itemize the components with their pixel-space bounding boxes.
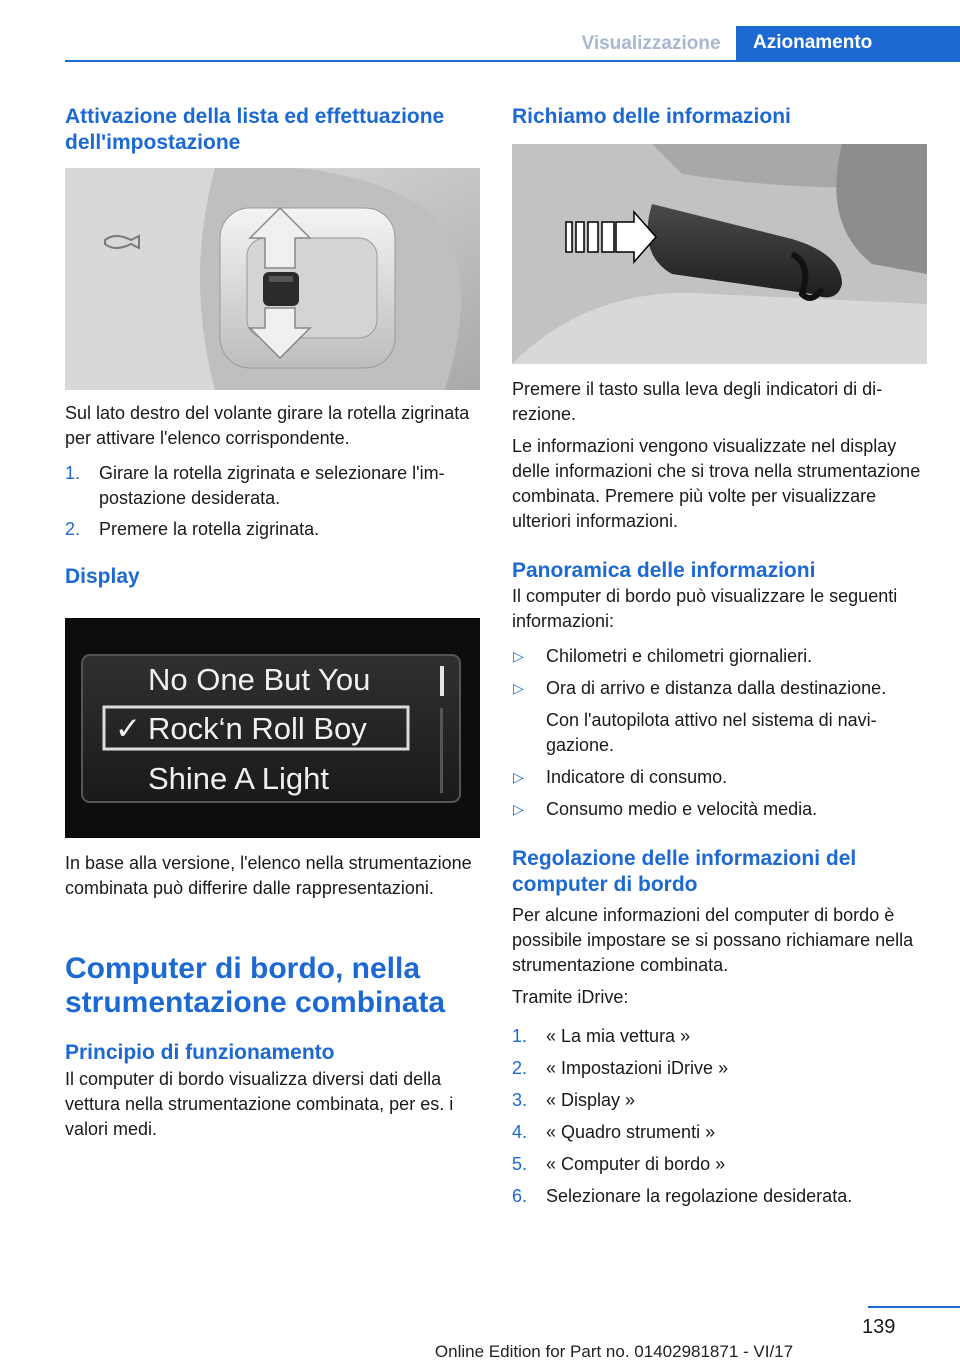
header-rule [65,60,960,62]
list-item [512,1088,930,1113]
triangle-bullet-icon: ▷ [513,769,524,785]
bullet-subtext: Con l'autopilota attivo nel sistema di navigazione. [546,710,877,755]
page-number: 139 [862,1316,896,1338]
step-text: Selezionare la regolazione desiderata. [546,1186,853,1206]
step-text: « Impostazioni iDrive » [546,1058,729,1078]
list-item [65,461,483,511]
heading-computer: Computer di bordo, nella strumentazione combinata [65,952,446,1019]
list-item [512,676,930,701]
display-item: No One But You [148,662,371,697]
para-regolazione: Per alcune informazioni del computer di bordo è possibile impostare se si possano richiamare nella strumentazione combinata. [512,905,914,975]
footer-rule [868,1306,960,1308]
step-text: Girare la rotella zigrinata e selezionare l'impostazione desiderata. [99,463,445,508]
display-item: Shine A Light [148,761,329,796]
heading-attivazione: Attivazione della lista ed effettuazione dell'impostazione [65,105,445,154]
step-number: 6. [512,1186,528,1206]
idrive-step-list [512,1024,930,1209]
tab-visualizzazione[interactable]: Visualizzazione [581,33,721,54]
para-versione: In base alla versione, l'elenco nella strumentazione combinata può differire dalle rappresentazioni. [65,853,472,898]
heading-display: Display [65,565,140,588]
list-item [512,765,930,790]
para-info: Le informazioni vengono visualizzate nel display delle informazioni che si trova nella strumentazione combinata. Premere più volte per visualizzare ulteriori informazioni. [512,436,921,531]
steering-wheel-image [65,168,480,390]
left-column [65,104,483,156]
step-number: 3. [512,1090,528,1110]
list-item [65,517,483,542]
triangle-bullet-icon: ▷ [513,648,524,664]
bullet-text: Chilometri e chilometri giornalieri. [546,646,813,666]
step-text: « La mia vettura » [546,1026,691,1046]
check-icon: ✓ [115,711,141,746]
step-number: 4. [512,1122,528,1142]
para-tramite: Tramite iDrive: [512,987,629,1007]
step-text: Premere la rotella zigrinata. [99,519,320,539]
display-item-selected: Rock‘n Roll Boy [148,711,367,746]
list-item [512,797,930,822]
heading-panoramica: Panoramica delle informazioni [512,559,816,582]
para-volante: Sul lato destro del volante girare la rotella zigrinata per attivare l'elenco corrispondente. [65,403,470,448]
heading-principio: Principio di funzionamento [65,1041,335,1064]
step-text: « Quadro strumenti » [546,1122,716,1142]
display-image [65,618,480,838]
step-text: « Display » [546,1090,636,1110]
triangle-bullet-icon: ▷ [513,680,524,696]
bullet-text: Indicatore di consumo. [546,767,728,787]
list-item [512,1184,930,1209]
step-number: 2. [512,1058,528,1078]
triangle-bullet-icon: ▷ [513,801,524,817]
tab-azionamento[interactable]: Azionamento [736,26,960,62]
para-principio: Il computer di bordo visualizza diversi dati della vettura nella strumentazione combinata, per es. i valori medi. [65,1069,454,1139]
list-item [512,1152,930,1177]
list-item [512,644,930,669]
list-item [512,1120,930,1145]
left-step-list [65,461,483,542]
turn-signal-lever-image [512,144,927,364]
list-item [512,1024,930,1049]
bullet-text: Ora di arrivo e distanza dalla destinazione. [546,678,887,698]
info-bullet-list [512,644,930,822]
step-number: 1. [512,1026,528,1046]
step-number: 2. [65,519,81,539]
list-item [512,1056,930,1081]
heading-richiamo: Richiamo delle informazioni [512,105,791,128]
step-number: 5. [512,1154,528,1174]
para-premere: Premere il tasto sulla leva degli indicatori di direzione. [512,379,883,424]
step-text: « Computer di bordo » [546,1154,726,1174]
para-panoramica: Il computer di bordo può visualizzare le seguenti informazioni: [512,586,898,631]
step-number: 1. [65,463,81,483]
heading-regolazione: Regolazione delle informazioni del computer di bordo [512,847,857,896]
edition-footer: Online Edition for Part no. 01402981871 - VI/17 [434,1342,794,1361]
bullet-text: Consumo medio e velocità media. [546,799,818,819]
